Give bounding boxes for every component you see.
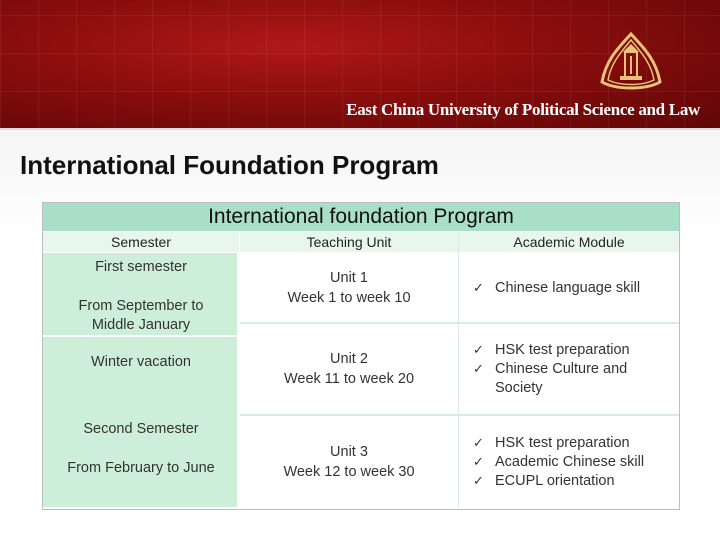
unit-3-weeks: Week 12 to week 30 (283, 464, 415, 480)
module-item: ✓ ECUPL orientation (473, 473, 615, 489)
check-icon: ✓ (473, 455, 484, 470)
module-item: ✓ Academic Chinese skill (473, 454, 645, 470)
check-icon: ✓ (473, 474, 484, 489)
first-semester-period: From September to Middle January (78, 298, 204, 333)
unit-2-label: Unit 2 (330, 351, 368, 367)
module-item: ✓ Chinese language skill (473, 280, 641, 296)
header-banner (0, 0, 720, 130)
check-icon: ✓ (473, 343, 484, 358)
unit-2-weeks: Week 11 to week 20 (283, 371, 415, 387)
program-table (42, 202, 680, 510)
header-teaching-unit: Teaching Unit (240, 232, 458, 252)
check-icon: ✓ (473, 436, 484, 451)
module-item: ✓ HSK test preparation (473, 435, 630, 451)
check-icon: ✓ (473, 281, 484, 296)
module-item: ✓ HSK test preparation (473, 342, 630, 358)
row-divider (240, 322, 679, 324)
unit-3-label: Unit 3 (330, 444, 368, 460)
unit-1-weeks: Week 1 to week 10 (287, 290, 411, 306)
module-item: ✓ Chinese Culture and Society (473, 361, 628, 396)
column-divider (458, 232, 459, 507)
second-semester-period: From February to June (67, 460, 215, 476)
row-divider (240, 414, 679, 416)
check-icon: ✓ (473, 362, 484, 377)
page-title: International Foundation Program (20, 150, 439, 180)
first-semester-label: First semester (95, 259, 187, 275)
header-academic-module: Academic Module (459, 232, 679, 252)
header-semester: Semester (43, 232, 239, 252)
semester-divider (43, 335, 239, 337)
table-title: International foundation Program (43, 203, 679, 231)
winter-vacation-label: Winter vacation (91, 354, 191, 370)
banner-divider (0, 128, 720, 130)
second-semester-label: Second Semester (83, 421, 199, 437)
unit-1-label: Unit 1 (330, 270, 368, 286)
university-name: East China University of Political Science and Law (346, 100, 700, 119)
university-seal-icon (596, 30, 666, 92)
